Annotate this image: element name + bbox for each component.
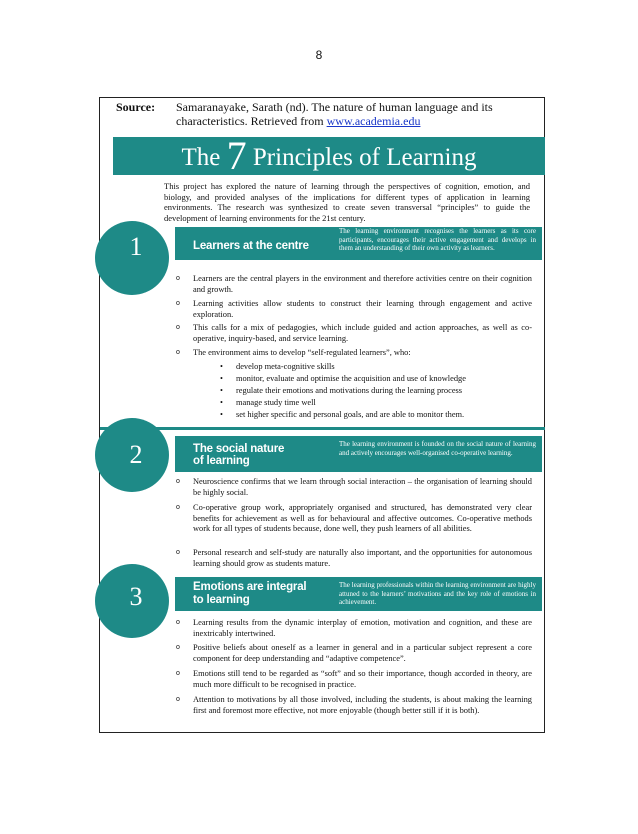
page-number: 8 [315, 48, 323, 62]
sub-list-item-text: develop meta-cognitive skills [236, 362, 335, 371]
sub-list-item [220, 397, 520, 409]
title-banner [113, 133, 545, 178]
sub-list-item [220, 385, 520, 397]
sub-list-item-text: monitor, evaluate and optimise the acquisition and use of knowledge [236, 374, 466, 383]
list-item-text: Neuroscience confirms that we learn through social interaction – the organisation of learning should be highly social. [193, 477, 532, 497]
bullet-icon: o [176, 549, 180, 556]
list-item [176, 299, 532, 320]
bullet-dot-icon: • [220, 386, 223, 395]
bullet-icon: o [176, 349, 180, 356]
principle-3-number: 3 [129, 582, 143, 611]
banner-title-pre: The [181, 144, 221, 171]
list-item [176, 548, 532, 569]
list-item [176, 618, 532, 639]
list-item-text: Learning results from the dynamic interplay of emotion, motivation and cognition, and these are inextricably intertwined. [193, 618, 532, 638]
list-item-text: Personal research and self-study are naturally also important, and the opportunities for autonomous learning should grow as students mature. [193, 548, 532, 568]
banner-title-number: 7 [226, 133, 247, 178]
sub-list-item [220, 361, 520, 373]
list-item [176, 274, 532, 295]
principle-1-title: Learners at the centre [193, 240, 309, 252]
principle-1-number: 1 [129, 232, 143, 261]
sub-list-item [220, 373, 520, 385]
sub-list-item-text: set higher specific and personal goals, and are able to monitor them. [236, 410, 465, 419]
list-item-text: This calls for a mix of pedagogies, which include guided and action approaches, as well as co-operative, inquiry-based, and service learning. [193, 323, 532, 343]
bullet-icon: o [176, 670, 180, 677]
list-item-text: Attention to motivations by all those involved, including the students, is about making the learning first and foremost more effective, not more enjoyable (though better still if it is both). [193, 695, 532, 715]
bullet-icon: o [176, 300, 180, 307]
sub-list-item-text: manage study time well [236, 398, 316, 407]
bullet-icon: o [176, 324, 180, 331]
bullet-dot-icon: • [220, 398, 223, 407]
bullet-dot-icon: • [220, 410, 223, 419]
list-item-text: Co-operative group work, appropriately organised and structured, has demonstrated very clear benefits for achievement as well as for behavioural and affective outcomes. Co-operative methods work for all types of students because, done well, they push learners of all abilities. [193, 503, 532, 533]
sub-list-item-text: regulate their emotions and motivations during the learning process [236, 386, 463, 395]
list-item-text: Positive beliefs about oneself as a learner in general and in a particular subject represent a core component for deep understanding and “adaptive competence”. [193, 643, 532, 663]
principle-3-title-line1: Emotions are integral [193, 581, 307, 593]
list-item-text: The environment aims to develop “self-regulated learners”, who: [193, 348, 411, 357]
list-item [176, 323, 532, 344]
principle-2-number: 2 [129, 440, 143, 469]
sub-list-item [220, 409, 520, 421]
list-item [176, 477, 532, 498]
bullet-icon: o [176, 696, 180, 703]
bullet-dot-icon: • [220, 374, 223, 383]
list-item-text: Learners are the central players in the environment and therefore activities centre on their cognition and growth. [193, 274, 532, 294]
list-item [176, 643, 532, 664]
source-citation [116, 100, 536, 128]
bullet-dot-icon: • [220, 362, 223, 371]
principle-3-title-line2: to learning [193, 594, 250, 606]
intro-paragraph: This project has explored the nature of learning through the perspectives of cognition, emotion, and biology, and provided analyses of the implications for different types of application in learning environments. The research was synthesized to create seven transversal “principles” to guide the development of learning environments for the 21st century. [164, 181, 530, 224]
principle-1-description: The learning environment recognises the learners as its core participants, encourages their active engagement and develops in them an understanding of their own activity as learners. [339, 227, 536, 253]
source-text: Samaranayake, Sarath (nd). The nature of human language and its characteristics. Retrieved from [176, 100, 493, 128]
list-item-text: Learning activities allow students to construct their learning through engagement and active exploration. [193, 299, 532, 319]
bullet-icon: o [176, 275, 180, 282]
list-item [176, 695, 532, 716]
banner-title-post: Principles of Learning [252, 144, 477, 171]
bullet-icon: o [176, 478, 180, 485]
section-divider [100, 427, 545, 430]
principle-2-title-line2: of learning [193, 455, 250, 467]
bullet-icon: o [176, 644, 180, 651]
list-item [176, 348, 532, 359]
principle-2-title-line1: The social nature [193, 443, 285, 455]
principle-2-description: The learning environment is founded on the social nature of learning and actively encourages well-organised co-operative learning. [339, 440, 536, 457]
principle-3-description: The learning professionals within the learning environment are highly attuned to the learners’ motivations and the key role of emotions in achievement. [339, 581, 536, 607]
list-item-text: Emotions still tend to be regarded as “soft” and so their importance, though accorded in theory, are much more difficult to be recognised in practice. [193, 669, 532, 689]
list-item [176, 503, 532, 535]
list-item [176, 669, 532, 690]
source-link[interactable]: www.academia.edu [326, 114, 421, 128]
bullet-icon: o [176, 504, 180, 511]
bullet-icon: o [176, 619, 180, 626]
banner-title [113, 133, 545, 178]
source-label: Source: [116, 100, 156, 114]
